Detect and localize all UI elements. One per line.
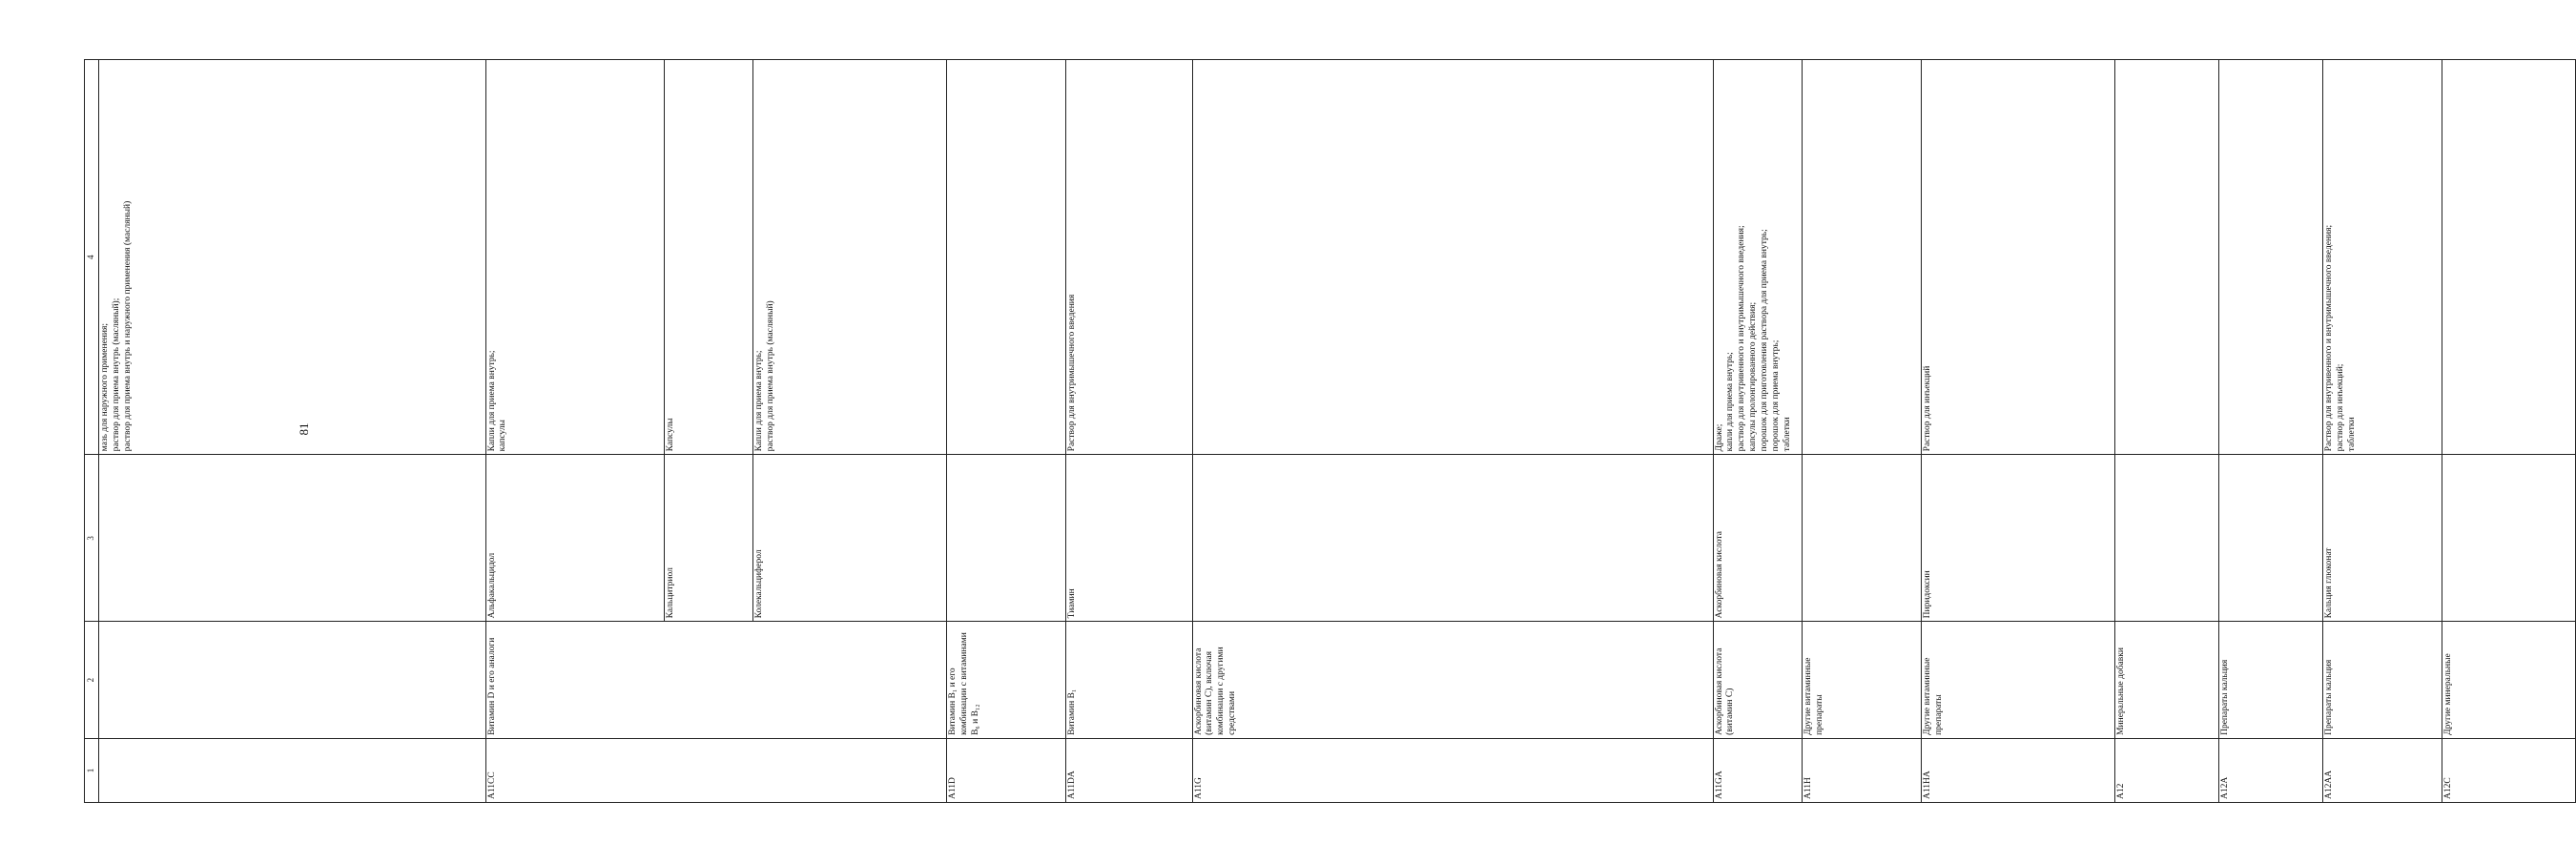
dosage-form-line: капли для приема внутрь;	[1725, 352, 1736, 452]
dosage-form-line: раствор для приема внутрь (масляный);	[111, 298, 121, 452]
group-name-cell: Препараты кальция	[2218, 622, 2322, 739]
header-col-2: 2	[85, 622, 99, 739]
dosage-form-line: порошок для приготовления раствора для приема внутрь;	[1760, 229, 1770, 452]
header-row	[85, 60, 99, 803]
group-name-cell: Другие витаминные препараты	[1803, 622, 1922, 739]
table-row	[1921, 60, 2114, 803]
table-row	[2442, 60, 2575, 803]
atc-code-cell: A11GA	[1713, 738, 1803, 802]
table-row	[1803, 60, 1922, 803]
group-name-cell: Аскорбиновая кислота (витамин С)	[1713, 622, 1803, 739]
header-col-3: 3	[85, 455, 99, 622]
dosage-form-line: Капли для приема внутрь;	[754, 350, 765, 452]
group-name-cell: Препараты кальция	[2323, 622, 2442, 739]
header-col-1: 1	[85, 738, 99, 802]
table-row	[2114, 60, 2218, 803]
table-row	[947, 60, 1066, 803]
table-row	[1713, 60, 1803, 803]
substance-name-cell: Аскорбиновая кислота	[1713, 455, 1803, 622]
table-row	[1192, 60, 1713, 803]
group-name-cell: Минеральные добавки	[2114, 622, 2218, 739]
group-name-cell: Другие минеральные	[2442, 622, 2575, 739]
page-number: 81	[297, 422, 311, 436]
table-row	[1065, 60, 1192, 803]
substance-name-cell	[947, 455, 1066, 622]
atc-code-cell: A11G	[1192, 738, 1713, 802]
dosage-forms-cell	[2323, 60, 2442, 455]
rotated-table-container	[84, 59, 2453, 803]
dosage-forms-cell	[1803, 60, 1922, 455]
group-name-cell: Витамин B₁	[1065, 622, 1192, 739]
dosage-form-line: раствор для приема внутрь и наружного применения (масляный)	[122, 200, 133, 452]
dosage-forms-cell	[753, 60, 947, 455]
atc-code-cell: A12A	[2218, 738, 2322, 802]
table-row	[485, 60, 664, 803]
header-col-4: 4	[85, 60, 99, 455]
dosage-form-line: раствор для приема внутрь (масляный)	[766, 300, 776, 452]
substance-name-cell	[99, 455, 486, 622]
dosage-forms-cell	[99, 60, 486, 455]
group-name-cell: Аскорбиновая кислота (витамин С), включая комбинации с другими средствами	[1192, 622, 1713, 739]
atc-code-cell: A12AA	[2323, 738, 2442, 802]
substance-name-cell: Альфакальцидол	[485, 455, 664, 622]
substance-name-cell	[1192, 455, 1713, 622]
group-name-cell: Витамин D и его аналоги	[485, 622, 947, 739]
atc-code-cell: A11HA	[1921, 738, 2114, 802]
atc-code-cell: A12	[2114, 738, 2218, 802]
dosage-form-line: раствор для инъекций;	[2336, 363, 2345, 452]
dosage-form-line: таблетки	[2346, 417, 2357, 452]
dosage-form-line: Капли для приема внутрь;	[486, 350, 497, 452]
group-name-cell: Витамин B₁ и его комбинации с витаминами B₆ и B₁₂	[947, 622, 1066, 739]
atc-code-cell: A11DA	[1065, 738, 1192, 802]
substance-name-cell: Кальция глюконат	[2323, 455, 2442, 622]
dosage-forms-cell	[1921, 60, 2114, 455]
dosage-form-line: Драже;	[1714, 423, 1724, 452]
dosage-form-line: капсулы пролонгированного действия;	[1748, 301, 1759, 452]
dosage-forms-cell	[2442, 60, 2575, 455]
dosage-form-line: Раствор для инъекций	[1922, 365, 1932, 452]
table-row	[99, 60, 486, 803]
substance-name-cell: Пиридоксин	[1921, 455, 2114, 622]
group-name-cell: Другие витаминные препараты	[1921, 622, 2114, 739]
group-name-cell	[99, 622, 486, 739]
substance-name-cell	[2442, 455, 2575, 622]
dosage-form-line: раствор для внутривенного и внутримышечного введения;	[1737, 225, 1747, 452]
atc-code-cell	[99, 738, 486, 802]
dosage-form-line: таблетки	[1782, 417, 1792, 452]
dosage-form-line: Раствор для внутривенного и внутримышечного введения;	[2324, 224, 2335, 452]
atc-code-cell: A11D	[947, 738, 1066, 802]
atc-code-cell: A11H	[1803, 738, 1922, 802]
dosage-form-line: капсулы	[498, 420, 508, 452]
dosage-forms-cell	[485, 60, 664, 455]
dosage-forms-cell	[1192, 60, 1713, 455]
substance-name-cell: Тиамин	[1065, 455, 1192, 622]
dosage-forms-cell	[1713, 60, 1803, 455]
atc-code-cell: A11CC	[485, 738, 947, 802]
dosage-forms-cell	[664, 60, 753, 455]
table-row	[2218, 60, 2322, 803]
substance-name-cell: Кальцитриол	[664, 455, 753, 622]
dosage-forms-cell	[2218, 60, 2322, 455]
dosage-form-line: Раствор для внутримышечного введения	[1066, 294, 1077, 452]
substance-name-cell	[2218, 455, 2322, 622]
dosage-forms-cell	[947, 60, 1066, 455]
dosage-form-line: порошок для приема внутрь;	[1770, 339, 1781, 452]
dosage-forms-cell	[2114, 60, 2218, 455]
dosage-form-line: мазь для наружного применения;	[100, 323, 110, 452]
dosage-forms-cell	[1065, 60, 1192, 455]
substance-name-cell: Колекальциферол	[753, 455, 947, 622]
drug-classification-table	[84, 59, 2576, 803]
dosage-form-line: Капсулы	[665, 418, 675, 452]
atc-code-cell: A12C	[2442, 738, 2575, 802]
table-body	[85, 60, 2576, 803]
substance-name-cell	[2114, 455, 2218, 622]
table-row	[2323, 60, 2442, 803]
substance-name-cell	[1803, 455, 1922, 622]
